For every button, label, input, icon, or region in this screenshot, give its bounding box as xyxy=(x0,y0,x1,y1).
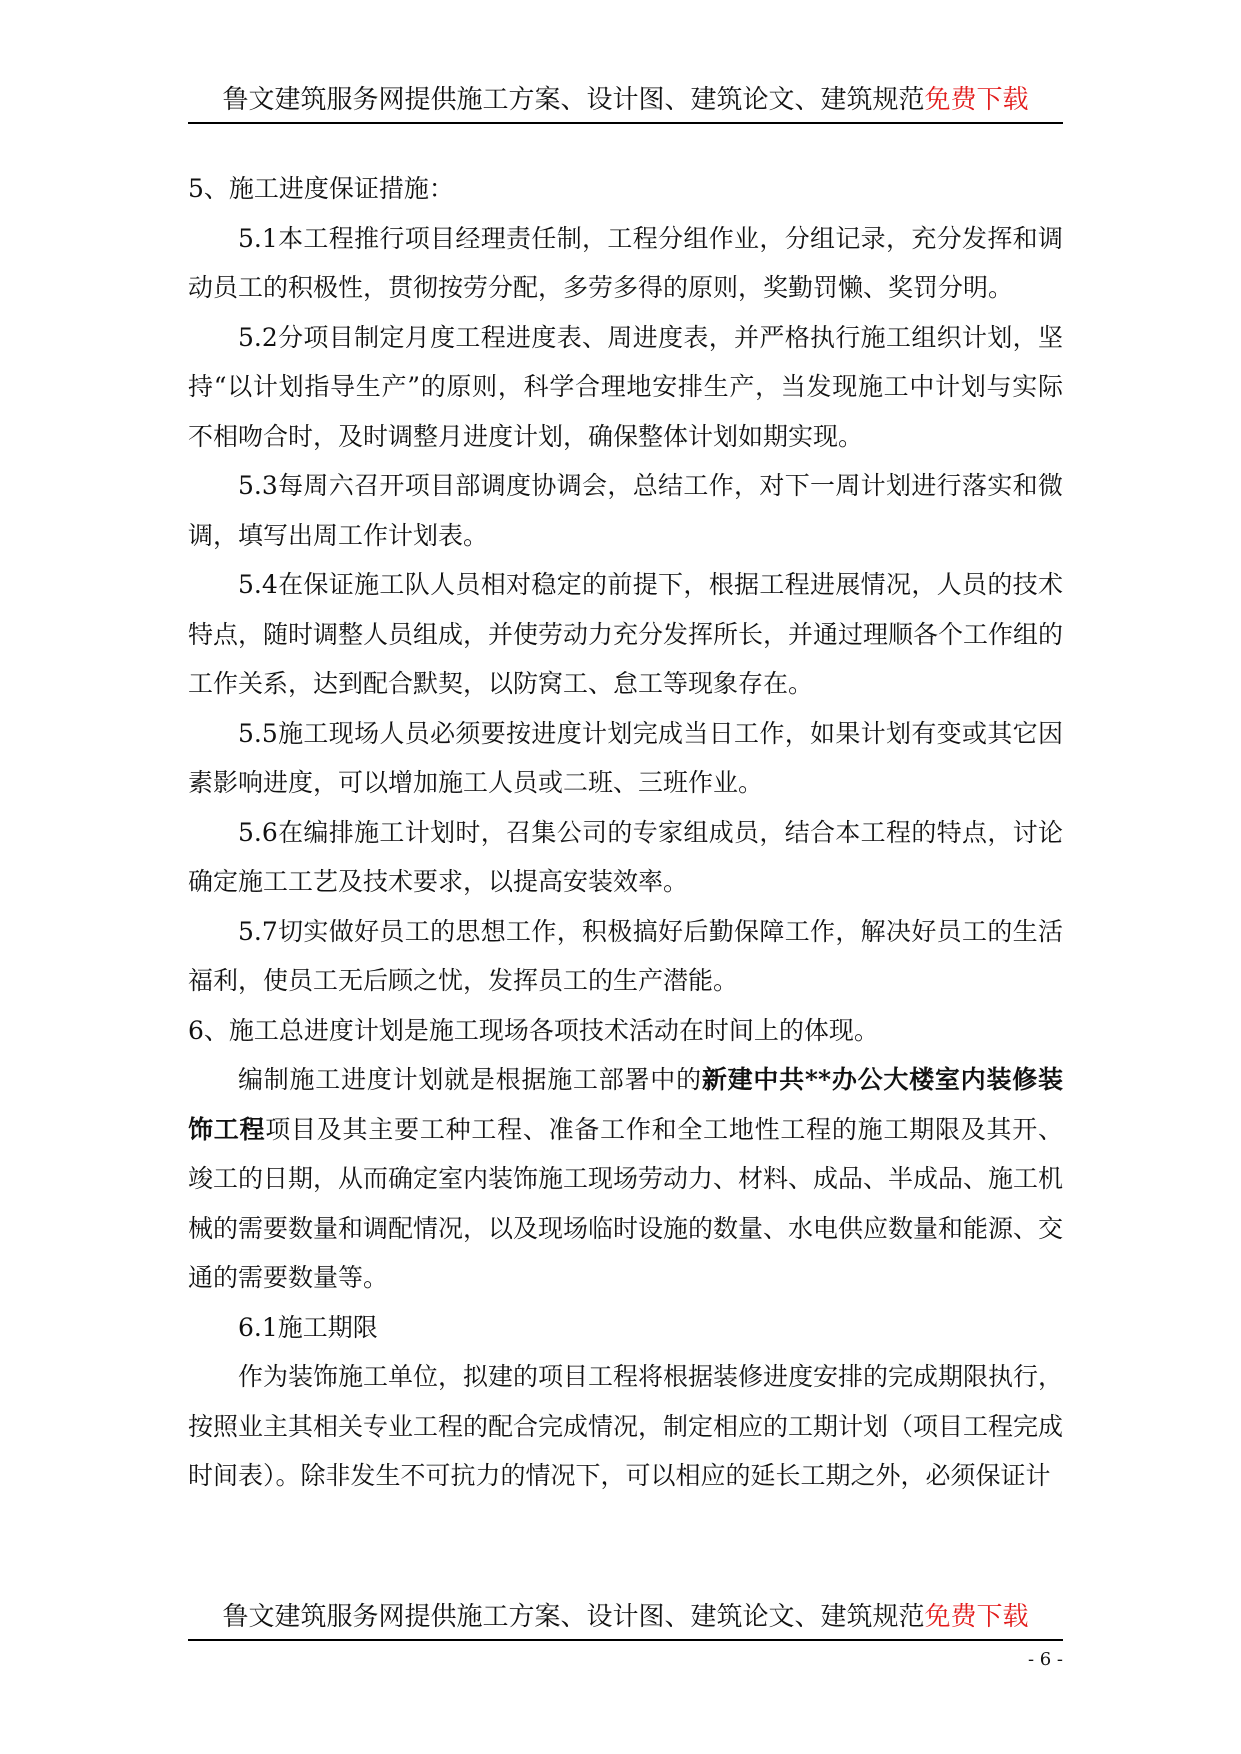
header-text: 鲁文建筑服务网提供施工方案、设计图、建筑论文、建筑规范 xyxy=(222,85,925,115)
paragraph-5-6: 5.6在编排施工计划时，召集公司的专家组成员，结合本工程的特点，讨论确定施工工艺及技术要求，以提高安装效率。 xyxy=(188,817,1063,896)
page-header xyxy=(188,80,1063,124)
intro-text-start: 编制施工进度计划就是根据施工部署中的 xyxy=(238,1065,702,1094)
footer-free-download: 免费下载 xyxy=(924,1602,1029,1632)
paragraph-5-5: 5.5施工现场人员必须要按进度计划完成当日工作，如果计划有变或其它因素影响进度，可以增加施工人员或二班、三班作业。 xyxy=(188,718,1063,797)
paragraph-5-2: 5.2分项目制定月度工程进度表、周进度表，并严格执行施工组织计划，坚持“以计划指导生产”的原则，科学合理地安排生产，当发现施工中计划与实际不相吻合时，及时调整月进度计划，确保整体计划如期实现。 xyxy=(188,322,1063,451)
paragraph-5-1: 5.1本工程推行项目经理责任制，工程分组作业，分组记录，充分发挥和调动员工的积极性，贯彻按劳分配，多劳多得的原则，奖勤罚懒、奖罚分明。 xyxy=(188,223,1063,302)
page-footer xyxy=(188,1597,1063,1641)
paragraph-6-1: 作为装饰施工单位，拟建的项目工程将根据装修进度安排的完成期限执行，按照业主其相关专业工程的配合完成情况，制定相应的工期计划（项目工程完成时间表）。除非发生不可抗力的情况下，可以相应的延长工期之外，必须保证计 xyxy=(188,1362,1064,1490)
project-name: 新建中共**办公大楼室内装修装饰工程 xyxy=(188,1065,1063,1144)
paragraph-5-3: 5.3每周六召开项目部调度协调会，总结工作，对下一周计划进行落实和微调，填写出周工作计划表。 xyxy=(188,471,1063,550)
page-number: - 6 - xyxy=(1027,1649,1063,1670)
section-5-heading: 5、施工进度保证措施： xyxy=(188,174,454,203)
section-6-heading: 6、施工总进度计划是施工现场各项技术活动在时间上的体现。 xyxy=(188,1015,879,1045)
document-body xyxy=(188,164,1063,1501)
paragraph-5-7: 5.7切实做好员工的思想工作，积极搞好后勤保障工作，解决好员工的生活福利，使员工无后顾之忧，发挥员工的生产潜能。 xyxy=(188,916,1063,995)
footer-text: 鲁文建筑服务网提供施工方案、设计图、建筑论文、建筑规范 xyxy=(222,1602,925,1632)
paragraph-5-4: 5.4在保证施工队人员相对稳定的前提下，根据工程进展情况，人员的技术特点，随时调整人员组成，并使劳动力充分发挥所长，并通过理顺各个工作组的工作关系，达到配合默契，以防窝工、怠工等现象存在。 xyxy=(188,570,1064,698)
header-free-download: 免费下载 xyxy=(924,85,1029,115)
intro-text-end: 项目及其主要工种工程、准备工作和全工地性工程的施工期限及其开、竣工的日期，从而确定室内装饰施工现场劳动力、材料、成品、半成品、施工机械的需要数量和调配情况，以及现场临时设施的数量、水电供应数量和能源、交通的需要数量等。 xyxy=(188,1114,1064,1292)
paragraph-6-intro xyxy=(188,1055,1063,1303)
section-6-1-heading: 6.1施工期限 xyxy=(238,1312,378,1342)
